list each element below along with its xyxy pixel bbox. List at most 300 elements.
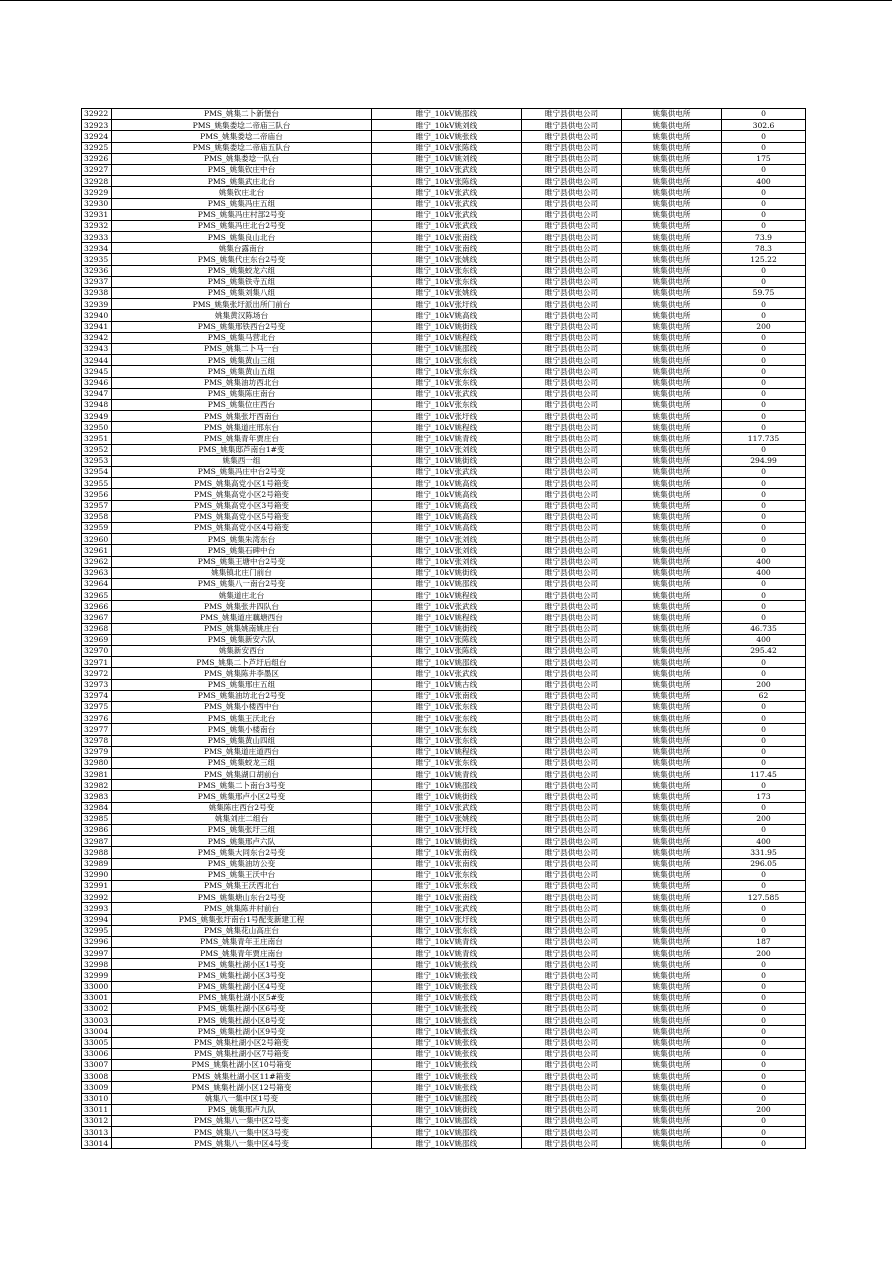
- company-cell: 睢宁县供电公司: [522, 735, 622, 746]
- transformer-name-cell: PMS_姚集道庄藕塘西台: [112, 612, 372, 623]
- capacity-cell: 0: [722, 1037, 806, 1048]
- capacity-cell: 0: [722, 992, 806, 1003]
- feeder-line-cell: 睢宁_10kV姚青线: [372, 433, 522, 444]
- station-cell: 姚集供电所: [622, 321, 722, 332]
- station-cell: 姚集供电所: [622, 981, 722, 992]
- feeder-line-cell: 睢宁_10kV张陈线: [372, 142, 522, 153]
- feeder-line-cell: 睢宁_10kV张南线: [372, 690, 522, 701]
- table-row: [82, 332, 806, 343]
- company-cell: 睢宁县供电公司: [522, 914, 622, 925]
- row-id-cell: 32978: [82, 735, 112, 746]
- feeder-line-cell: 睢宁_10kV张东线: [372, 701, 522, 712]
- company-cell: 睢宁县供电公司: [522, 388, 622, 399]
- row-id-cell: 32950: [82, 422, 112, 433]
- company-cell: 睢宁县供电公司: [522, 276, 622, 287]
- company-cell: 睢宁县供电公司: [522, 120, 622, 131]
- company-cell: 睢宁县供电公司: [522, 634, 622, 645]
- feeder-line-cell: 睢宁_10kV姚青线: [372, 936, 522, 947]
- station-cell: 姚集供电所: [622, 444, 722, 455]
- feeder-line-cell: 睢宁_10kV姚张线: [372, 1059, 522, 1070]
- capacity-cell: 0: [722, 1093, 806, 1104]
- feeder-line-cell: 睢宁_10kV张武线: [372, 209, 522, 220]
- feeder-line-cell: 睢宁_10kV姚邵线: [372, 1093, 522, 1104]
- capacity-cell: 0: [722, 780, 806, 791]
- table-row: [82, 220, 806, 231]
- feeder-line-cell: 睢宁_10kV张南线: [372, 892, 522, 903]
- capacity-cell: 0: [722, 713, 806, 724]
- capacity-cell: 0: [722, 187, 806, 198]
- table-row: [82, 299, 806, 310]
- company-cell: 睢宁县供电公司: [522, 343, 622, 354]
- feeder-line-cell: 睢宁_10kV姚高线: [372, 500, 522, 511]
- feeder-line-cell: 睢宁_10kV张武线: [372, 668, 522, 679]
- transformer-name-cell: PMS_姚集张圩三组: [112, 825, 372, 836]
- table-row: [82, 276, 806, 287]
- table-row: [82, 601, 806, 612]
- row-id-cell: 32937: [82, 276, 112, 287]
- table-row: [82, 377, 806, 388]
- feeder-line-cell: 睢宁_10kV姚青线: [372, 948, 522, 959]
- transformer-name-cell: PMS_姚集邢卢小区2号变: [112, 791, 372, 802]
- feeder-line-cell: 睢宁_10kV张东线: [372, 713, 522, 724]
- row-id-cell: 33009: [82, 1082, 112, 1093]
- feeder-line-cell: 睢宁_10kV姚街线: [372, 321, 522, 332]
- company-cell: 睢宁县供电公司: [522, 164, 622, 175]
- transformer-name-cell: PMS_姚集邢卢六队: [112, 836, 372, 847]
- capacity-cell: 0: [722, 444, 806, 455]
- capacity-cell: 200: [722, 813, 806, 824]
- company-cell: 睢宁县供电公司: [522, 869, 622, 880]
- table-row: [82, 679, 806, 690]
- company-cell: 睢宁县供电公司: [522, 825, 622, 836]
- table-row: [82, 623, 806, 634]
- station-cell: 姚集供电所: [622, 366, 722, 377]
- transformer-name-cell: PMS_姚集马营北台: [112, 332, 372, 343]
- table-row: [82, 254, 806, 265]
- capacity-cell: 0: [722, 411, 806, 422]
- transformer-name-cell: PMS_姚集杜湖小区1号变: [112, 959, 372, 970]
- company-cell: 睢宁县供电公司: [522, 109, 622, 120]
- row-id-cell: 33007: [82, 1059, 112, 1070]
- capacity-cell: 0: [722, 1138, 806, 1149]
- capacity-cell: 0: [722, 701, 806, 712]
- capacity-cell: 0: [722, 198, 806, 209]
- feeder-line-cell: 睢宁_10kV张东线: [372, 869, 522, 880]
- company-cell: 睢宁县供电公司: [522, 332, 622, 343]
- row-id-cell: 32958: [82, 511, 112, 522]
- company-cell: 睢宁县供电公司: [522, 511, 622, 522]
- row-id-cell: 32940: [82, 310, 112, 321]
- feeder-line-cell: 睢宁_10kV张陈线: [372, 634, 522, 645]
- company-cell: 睢宁县供电公司: [522, 836, 622, 847]
- data-table-container: [81, 108, 805, 1149]
- table-row: [82, 612, 806, 623]
- row-id-cell: 32962: [82, 556, 112, 567]
- table-row: [82, 500, 806, 511]
- feeder-line-cell: 睢宁_10kV张武线: [372, 802, 522, 813]
- table-row: [82, 1048, 806, 1059]
- row-id-cell: 32924: [82, 131, 112, 142]
- table-row: [82, 198, 806, 209]
- station-cell: 姚集供电所: [622, 556, 722, 567]
- transformer-name-cell: PMS_姚集塘山东台2号变: [112, 892, 372, 903]
- station-cell: 姚集供电所: [622, 847, 722, 858]
- company-cell: 睢宁县供电公司: [522, 959, 622, 970]
- feeder-line-cell: 睢宁_10kV张武线: [372, 187, 522, 198]
- capacity-cell: 0: [722, 142, 806, 153]
- transformer-name-cell: PMS_姚集邢庄五组: [112, 679, 372, 690]
- company-cell: 睢宁县供电公司: [522, 746, 622, 757]
- feeder-line-cell: 睢宁_10kV姚街线: [372, 623, 522, 634]
- transformer-name-cell: PMS_姚集高党小区1号箱变: [112, 478, 372, 489]
- row-id-cell: 32936: [82, 265, 112, 276]
- station-cell: 姚集供电所: [622, 1115, 722, 1126]
- table-row: [82, 455, 806, 466]
- table-row: [82, 1093, 806, 1104]
- feeder-line-cell: 睢宁_10kV姚街线: [372, 567, 522, 578]
- station-cell: 姚集供电所: [622, 220, 722, 231]
- capacity-cell: 295.42: [722, 646, 806, 657]
- station-cell: 姚集供电所: [622, 478, 722, 489]
- row-id-cell: 32991: [82, 880, 112, 891]
- row-id-cell: 32987: [82, 836, 112, 847]
- capacity-cell: 0: [722, 522, 806, 533]
- row-id-cell: 32932: [82, 220, 112, 231]
- table-row: [82, 668, 806, 679]
- feeder-line-cell: 睢宁_10kV张武线: [372, 164, 522, 175]
- row-id-cell: 32986: [82, 825, 112, 836]
- company-cell: 睢宁县供电公司: [522, 399, 622, 410]
- feeder-line-cell: 睢宁_10kV张圩线: [372, 411, 522, 422]
- data-table: [81, 108, 806, 1149]
- row-id-cell: 32952: [82, 444, 112, 455]
- table-row: [82, 411, 806, 422]
- company-cell: 睢宁县供电公司: [522, 892, 622, 903]
- feeder-line-cell: 睢宁_10kV张东线: [372, 276, 522, 287]
- company-cell: 睢宁县供电公司: [522, 310, 622, 321]
- company-cell: 睢宁县供电公司: [522, 769, 622, 780]
- feeder-line-cell: 睢宁_10kV姚街线: [372, 1104, 522, 1115]
- feeder-line-cell: 睢宁_10kV张刘线: [372, 444, 522, 455]
- company-cell: 睢宁县供电公司: [522, 701, 622, 712]
- capacity-cell: 200: [722, 948, 806, 959]
- transformer-name-cell: PMS_姚集蛟龙三组: [112, 757, 372, 768]
- table-row: [82, 153, 806, 164]
- station-cell: 姚集供电所: [622, 780, 722, 791]
- station-cell: 姚集供电所: [622, 131, 722, 142]
- row-id-cell: 32997: [82, 948, 112, 959]
- transformer-name-cell: PMS_姚集新安六队: [112, 634, 372, 645]
- capacity-cell: 0: [722, 534, 806, 545]
- transformer-name-cell: 姚集道庄北台: [112, 590, 372, 601]
- feeder-line-cell: 睢宁_10kV姚张线: [372, 1071, 522, 1082]
- capacity-cell: 0: [722, 366, 806, 377]
- row-id-cell: 32941: [82, 321, 112, 332]
- row-id-cell: 32928: [82, 176, 112, 187]
- feeder-line-cell: 睢宁_10kV张东线: [372, 377, 522, 388]
- table-row: [82, 892, 806, 903]
- company-cell: 睢宁县供电公司: [522, 858, 622, 869]
- row-id-cell: 32993: [82, 903, 112, 914]
- feeder-line-cell: 睢宁_10kV姚青线: [372, 769, 522, 780]
- capacity-cell: 78.3: [722, 243, 806, 254]
- row-id-cell: 32965: [82, 590, 112, 601]
- table-row: [82, 489, 806, 500]
- company-cell: 睢宁县供电公司: [522, 187, 622, 198]
- table-row: [82, 992, 806, 1003]
- company-cell: 睢宁县供电公司: [522, 1104, 622, 1115]
- transformer-name-cell: PMS_姚集八一南台2号变: [112, 578, 372, 589]
- capacity-cell: 0: [722, 1115, 806, 1126]
- capacity-cell: 0: [722, 981, 806, 992]
- feeder-line-cell: 睢宁_10kV张南线: [372, 232, 522, 243]
- row-id-cell: 32948: [82, 399, 112, 410]
- capacity-cell: 117.45: [722, 769, 806, 780]
- company-cell: 睢宁县供电公司: [522, 467, 622, 478]
- row-id-cell: 33002: [82, 1004, 112, 1015]
- table-row: [82, 1115, 806, 1126]
- table-row: [82, 176, 806, 187]
- table-row: [82, 109, 806, 120]
- feeder-line-cell: 睢宁_10kV姚程线: [372, 422, 522, 433]
- capacity-cell: 0: [722, 1059, 806, 1070]
- station-cell: 姚集供电所: [622, 1026, 722, 1037]
- feeder-line-cell: 睢宁_10kV姚张线: [372, 981, 522, 992]
- transformer-name-cell: PMS_姚集冯庄五组: [112, 198, 372, 209]
- table-row: [82, 1104, 806, 1115]
- table-row: [82, 657, 806, 668]
- company-cell: 睢宁县供电公司: [522, 880, 622, 891]
- row-id-cell: 32925: [82, 142, 112, 153]
- feeder-line-cell: 睢宁_10kV张陈线: [372, 646, 522, 657]
- capacity-cell: 296.05: [722, 858, 806, 869]
- capacity-cell: 0: [722, 399, 806, 410]
- row-id-cell: 33012: [82, 1115, 112, 1126]
- feeder-line-cell: 睢宁_10kV张武线: [372, 467, 522, 478]
- company-cell: 睢宁县供电公司: [522, 992, 622, 1003]
- row-id-cell: 32947: [82, 388, 112, 399]
- capacity-cell: 0: [722, 276, 806, 287]
- capacity-cell: 200: [722, 679, 806, 690]
- station-cell: 姚集供电所: [622, 746, 722, 757]
- transformer-name-cell: PMS_姚集陈庄南台: [112, 388, 372, 399]
- transformer-name-cell: PMS_姚集姚南姚庄台: [112, 623, 372, 634]
- feeder-line-cell: 睢宁_10kV姚张线: [372, 1048, 522, 1059]
- station-cell: 姚集供电所: [622, 534, 722, 545]
- transformer-name-cell: PMS_姚集铁寺五组: [112, 276, 372, 287]
- capacity-cell: 331.95: [722, 847, 806, 858]
- row-id-cell: 32927: [82, 164, 112, 175]
- feeder-line-cell: 睢宁_10kV姚张线: [372, 131, 522, 142]
- company-cell: 睢宁县供电公司: [522, 713, 622, 724]
- row-id-cell: 32923: [82, 120, 112, 131]
- table-row: [82, 120, 806, 131]
- capacity-cell: 62: [722, 690, 806, 701]
- table-row: [82, 1004, 806, 1015]
- capacity-cell: 46.735: [722, 623, 806, 634]
- transformer-name-cell: PMS_姚集娄埝一队台: [112, 153, 372, 164]
- station-cell: 姚集供电所: [622, 399, 722, 410]
- transformer-name-cell: PMS_姚集杜湖小区9号变: [112, 1026, 372, 1037]
- table-row: [82, 1071, 806, 1082]
- station-cell: 姚集供电所: [622, 1082, 722, 1093]
- transformer-name-cell: 姚集刘庄二组台: [112, 813, 372, 824]
- station-cell: 姚集供电所: [622, 646, 722, 657]
- station-cell: 姚集供电所: [622, 343, 722, 354]
- transformer-name-cell: PMS_姚集陈井村前台: [112, 903, 372, 914]
- row-id-cell: 33001: [82, 992, 112, 1003]
- table-row: [82, 590, 806, 601]
- feeder-line-cell: 睢宁_10kV张陈线: [372, 176, 522, 187]
- table-row: [82, 701, 806, 712]
- row-id-cell: 32972: [82, 668, 112, 679]
- capacity-cell: 0: [722, 1015, 806, 1026]
- transformer-name-cell: 姚集黄汉陈场台: [112, 310, 372, 321]
- row-id-cell: 32998: [82, 959, 112, 970]
- feeder-line-cell: 睢宁_10kV姚邵线: [372, 109, 522, 120]
- capacity-cell: 0: [722, 668, 806, 679]
- feeder-line-cell: 睢宁_10kV姚邵线: [372, 780, 522, 791]
- station-cell: 姚集供电所: [622, 198, 722, 209]
- company-cell: 睢宁县供电公司: [522, 903, 622, 914]
- transformer-name-cell: 姚集陈庄西台2号变: [112, 802, 372, 813]
- row-id-cell: 32992: [82, 892, 112, 903]
- company-cell: 睢宁县供电公司: [522, 936, 622, 947]
- table-row: [82, 646, 806, 657]
- feeder-line-cell: 睢宁_10kV姚张线: [372, 970, 522, 981]
- table-row: [82, 467, 806, 478]
- company-cell: 睢宁县供电公司: [522, 545, 622, 556]
- row-id-cell: 32981: [82, 769, 112, 780]
- feeder-line-cell: 睢宁_10kV姚刘线: [372, 153, 522, 164]
- station-cell: 姚集供电所: [622, 936, 722, 947]
- transformer-name-cell: PMS_姚集杜湖小区6号变: [112, 1004, 372, 1015]
- table-row: [82, 399, 806, 410]
- company-cell: 睢宁县供电公司: [522, 1082, 622, 1093]
- transformer-name-cell: PMS_姚集娄埝二帝庙五队台: [112, 142, 372, 153]
- capacity-cell: 0: [722, 265, 806, 276]
- company-cell: 睢宁县供电公司: [522, 925, 622, 936]
- capacity-cell: 0: [722, 109, 806, 120]
- transformer-name-cell: PMS_姚集邢卢九队: [112, 1104, 372, 1115]
- table-row: [82, 522, 806, 533]
- feeder-line-cell: 睢宁_10kV张刘线: [372, 545, 522, 556]
- company-cell: 睢宁县供电公司: [522, 422, 622, 433]
- station-cell: 姚集供电所: [622, 914, 722, 925]
- station-cell: 姚集供电所: [622, 299, 722, 310]
- transformer-name-cell: PMS_姚集杜湖小区11#箱变: [112, 1071, 372, 1082]
- capacity-cell: 0: [722, 355, 806, 366]
- row-id-cell: 32985: [82, 813, 112, 824]
- company-cell: 睢宁县供电公司: [522, 478, 622, 489]
- feeder-line-cell: 睢宁_10kV张武线: [372, 388, 522, 399]
- company-cell: 睢宁县供电公司: [522, 970, 622, 981]
- company-cell: 睢宁县供电公司: [522, 411, 622, 422]
- row-id-cell: 32977: [82, 724, 112, 735]
- transformer-name-cell: PMS_姚集杜湖小区12号箱变: [112, 1082, 372, 1093]
- transformer-name-cell: PMS_姚集黄山四组: [112, 735, 372, 746]
- transformer-name-cell: PMS_姚集油坊北台2号变: [112, 690, 372, 701]
- feeder-line-cell: 睢宁_10kV张武线: [372, 220, 522, 231]
- row-id-cell: 32967: [82, 612, 112, 623]
- row-id-cell: 32970: [82, 646, 112, 657]
- station-cell: 姚集供电所: [622, 590, 722, 601]
- station-cell: 姚集供电所: [622, 869, 722, 880]
- row-id-cell: 32996: [82, 936, 112, 947]
- table-row: [82, 634, 806, 645]
- feeder-line-cell: 睢宁_10kV姚古线: [372, 679, 522, 690]
- company-cell: 睢宁县供电公司: [522, 153, 622, 164]
- table-row: [82, 948, 806, 959]
- feeder-line-cell: 睢宁_10kV姚邵线: [372, 1127, 522, 1138]
- transformer-name-cell: 姚集西一组: [112, 455, 372, 466]
- capacity-cell: 0: [722, 612, 806, 623]
- table-row: [82, 802, 806, 813]
- station-cell: 姚集供电所: [622, 433, 722, 444]
- station-cell: 姚集供电所: [622, 265, 722, 276]
- row-id-cell: 33013: [82, 1127, 112, 1138]
- row-id-cell: 32930: [82, 198, 112, 209]
- transformer-name-cell: PMS_姚集高党小区5号箱变: [112, 511, 372, 522]
- feeder-line-cell: 睢宁_10kV张南线: [372, 847, 522, 858]
- transformer-name-cell: PMS_姚集张圩派出所门前台: [112, 299, 372, 310]
- transformer-name-cell: PMS_姚集油坊西北台: [112, 377, 372, 388]
- capacity-cell: 0: [722, 880, 806, 891]
- station-cell: 姚集供电所: [622, 388, 722, 399]
- capacity-cell: 0: [722, 164, 806, 175]
- page-top-rule: [0, 0, 892, 1]
- table-row: [82, 232, 806, 243]
- row-id-cell: 32926: [82, 153, 112, 164]
- transformer-name-cell: PMS_姚集花山高庄台: [112, 925, 372, 936]
- transformer-name-cell: PMS_姚集陈井李墨区: [112, 668, 372, 679]
- capacity-cell: 0: [722, 578, 806, 589]
- station-cell: 姚集供电所: [622, 802, 722, 813]
- table-row: [82, 209, 806, 220]
- company-cell: 睢宁县供电公司: [522, 455, 622, 466]
- transformer-name-cell: PMS_姚集大同东台2号变: [112, 847, 372, 858]
- station-cell: 姚集供电所: [622, 511, 722, 522]
- feeder-line-cell: 睢宁_10kV姚邵线: [372, 343, 522, 354]
- transformer-name-cell: 姚集新安西台: [112, 646, 372, 657]
- capacity-cell: 0: [722, 478, 806, 489]
- capacity-cell: 0: [722, 343, 806, 354]
- company-cell: 睢宁县供电公司: [522, 299, 622, 310]
- capacity-cell: 0: [722, 1082, 806, 1093]
- table-body: [82, 109, 806, 1149]
- company-cell: 睢宁县供电公司: [522, 1004, 622, 1015]
- company-cell: 睢宁县供电公司: [522, 1037, 622, 1048]
- transformer-name-cell: PMS_姚集王沃北台: [112, 713, 372, 724]
- company-cell: 睢宁县供电公司: [522, 1015, 622, 1026]
- table-row: [82, 187, 806, 198]
- transformer-name-cell: PMS_姚集小楼西中台: [112, 701, 372, 712]
- company-cell: 睢宁县供电公司: [522, 131, 622, 142]
- company-cell: 睢宁县供电公司: [522, 757, 622, 768]
- company-cell: 睢宁县供电公司: [522, 724, 622, 735]
- table-row: [82, 713, 806, 724]
- capacity-cell: 0: [722, 332, 806, 343]
- station-cell: 姚集供电所: [622, 1093, 722, 1104]
- capacity-cell: 0: [722, 757, 806, 768]
- company-cell: 睢宁县供电公司: [522, 288, 622, 299]
- capacity-cell: 0: [722, 903, 806, 914]
- feeder-line-cell: 睢宁_10kV姚街线: [372, 836, 522, 847]
- company-cell: 睢宁县供电公司: [522, 623, 622, 634]
- station-cell: 姚集供电所: [622, 332, 722, 343]
- table-row: [82, 1037, 806, 1048]
- feeder-line-cell: 睢宁_10kV张东线: [372, 724, 522, 735]
